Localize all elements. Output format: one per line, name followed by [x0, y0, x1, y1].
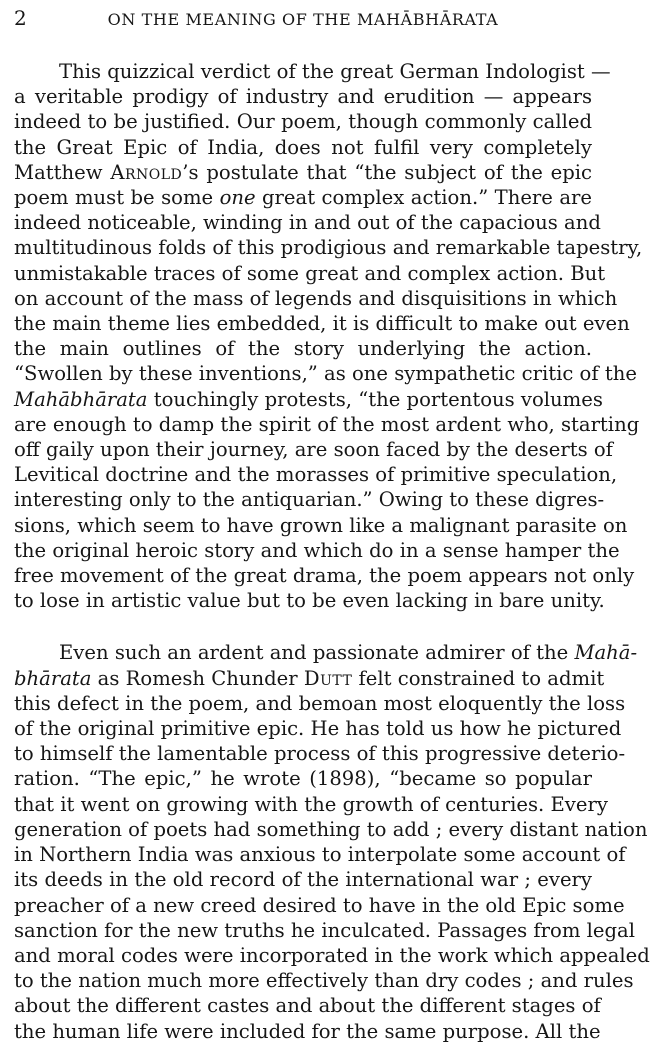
- text-run: to lose in artistic value but to be even lacking in bare unity.: [14, 589, 605, 613]
- text-line: [14, 210, 601, 235]
- text-run: ration. “The epic,” he wrote (1898), “became so popular: [14, 767, 592, 791]
- italic-text: one: [219, 186, 256, 210]
- text-run: and moral codes were incorporated in the work which appealed: [14, 943, 650, 967]
- text-run: are enough to damp the spirit of the most ardent who, starting: [14, 412, 640, 436]
- text-run: the main outlines of the story underlying the action.: [14, 337, 592, 361]
- text-line: [14, 1019, 601, 1044]
- text-run: as Romesh Chunder: [91, 666, 304, 690]
- text-line: [14, 563, 635, 588]
- text-line: [14, 842, 626, 867]
- text-run: to the nation much more effectively than dry codes ; and rules: [14, 969, 634, 993]
- text-line: [14, 361, 637, 386]
- text-run: Even such an ardent and passionate admirer of the: [59, 641, 575, 665]
- italic-text: Mahā-: [574, 641, 638, 665]
- italic-text: bhārata: [14, 666, 92, 690]
- page-number: 2: [14, 6, 28, 30]
- text-line: [14, 84, 592, 109]
- text-line: [14, 538, 620, 563]
- text-line: [14, 513, 628, 538]
- text-run: on account of the mass of legends and disquisitions in which: [14, 286, 618, 310]
- small-caps-name: Dutt: [303, 666, 353, 690]
- text-line: [14, 109, 592, 134]
- text-run: generation of poets had something to add ; every distant nation: [14, 817, 648, 841]
- text-run: Levitical doctrine and the morasses of primitive speculation,: [14, 463, 618, 487]
- text-run: the human life were included for the same purpose. All the: [14, 1019, 601, 1043]
- text-run: the main theme lies embedded, it is difficult to make out even: [14, 312, 630, 336]
- small-caps-name: Arnold: [110, 160, 183, 184]
- text-line: [14, 918, 636, 943]
- text-run: free movement of the great drama, the poem appears not only: [14, 564, 635, 588]
- text-run: great complex action.” There are: [255, 186, 592, 210]
- text-run: multitudinous folds of this prodigious and remarkable tapestry,: [14, 236, 643, 260]
- text-line: [14, 993, 601, 1018]
- text-line: [14, 487, 605, 512]
- text-line: [14, 691, 626, 716]
- text-run: unmistakable traces of some great and complex action. But: [14, 261, 606, 285]
- text-run: off gaily upon their journey, are soon faced by the deserts of: [14, 438, 613, 462]
- text-line: [14, 387, 603, 412]
- text-line: [14, 968, 634, 993]
- text-run: of the original primitive epic. He has told us how he pictured: [14, 717, 622, 741]
- text-run: the original heroic story and which do in a sense hamper the: [14, 538, 620, 562]
- text-run: a veritable prodigy of industry and erudition — appears: [14, 85, 592, 109]
- text-line: [14, 437, 613, 462]
- text-line: [14, 640, 638, 665]
- text-run: preacher of a new creed desired to have in the old Epic some: [14, 893, 625, 917]
- text-run: that it went on growing with the growth of centuries. Every: [14, 792, 608, 816]
- text-run: to himself the lamentable process of this progressive deterio-: [14, 742, 626, 766]
- text-line: [14, 716, 622, 741]
- text-run: about the different castes and about the different stages of: [14, 994, 601, 1018]
- running-head: [14, 6, 592, 36]
- text-line: [14, 336, 592, 361]
- text-run: indeed to be justified. Our poem, though commonly called: [14, 110, 592, 134]
- text-run: interesting only to the antiquarian.” Owing to these digres-: [14, 488, 605, 512]
- text-line: [14, 235, 643, 260]
- text-line: [14, 666, 605, 691]
- text-run: sanction for the new truths he inculcated. Passages from legal: [14, 918, 636, 942]
- text-run: This quizzical verdict of the great German Indologist —: [59, 60, 611, 83]
- text-line: [14, 817, 648, 842]
- text-line: [14, 741, 626, 766]
- paragraph-2: [14, 640, 650, 1043]
- italic-text: Mahābhārata: [14, 387, 148, 411]
- text-line: [14, 311, 630, 336]
- text-line: [14, 59, 611, 84]
- text-run: its deeds in the old record of the international war ; every: [14, 868, 592, 892]
- text-line: [14, 792, 608, 817]
- text-run: Matthew: [14, 160, 111, 184]
- text-line: [14, 261, 606, 286]
- text-line: [14, 135, 592, 160]
- text-run: poem must be some: [14, 186, 220, 210]
- text-run: this defect in the poem, and bemoan most eloquently the loss: [14, 691, 626, 715]
- running-head-title: ON THE MEANING OF THE MAHĀBHĀRATA: [107, 10, 499, 29]
- text-run: indeed noticeable, winding in and out of the capacious and: [14, 211, 601, 235]
- text-line: [14, 893, 625, 918]
- text-line: [14, 867, 592, 892]
- text-line: [14, 943, 650, 968]
- text-line: [14, 766, 592, 791]
- text-line: [14, 286, 618, 311]
- text-line: [14, 185, 592, 210]
- text-run: “Swollen by these inventions,” as one sympathetic critic of the: [14, 362, 637, 386]
- text-run: in Northern India was anxious to interpolate some account of: [14, 843, 626, 867]
- text-line: [14, 588, 605, 613]
- paragraph-1: [14, 59, 643, 613]
- text-run: felt constrained to admit: [352, 666, 605, 690]
- text-run: the Great Epic of India, does not fulfil very completely: [14, 135, 592, 159]
- text-line: [14, 160, 592, 185]
- text-run: touchingly protests, “the portentous volumes: [147, 387, 603, 411]
- text-run: ’s postulate that “the subject of the epic: [182, 160, 592, 184]
- text-line: [14, 462, 618, 487]
- text-line: [14, 412, 640, 437]
- text-run: sions, which seem to have grown like a malignant parasite on: [14, 513, 628, 537]
